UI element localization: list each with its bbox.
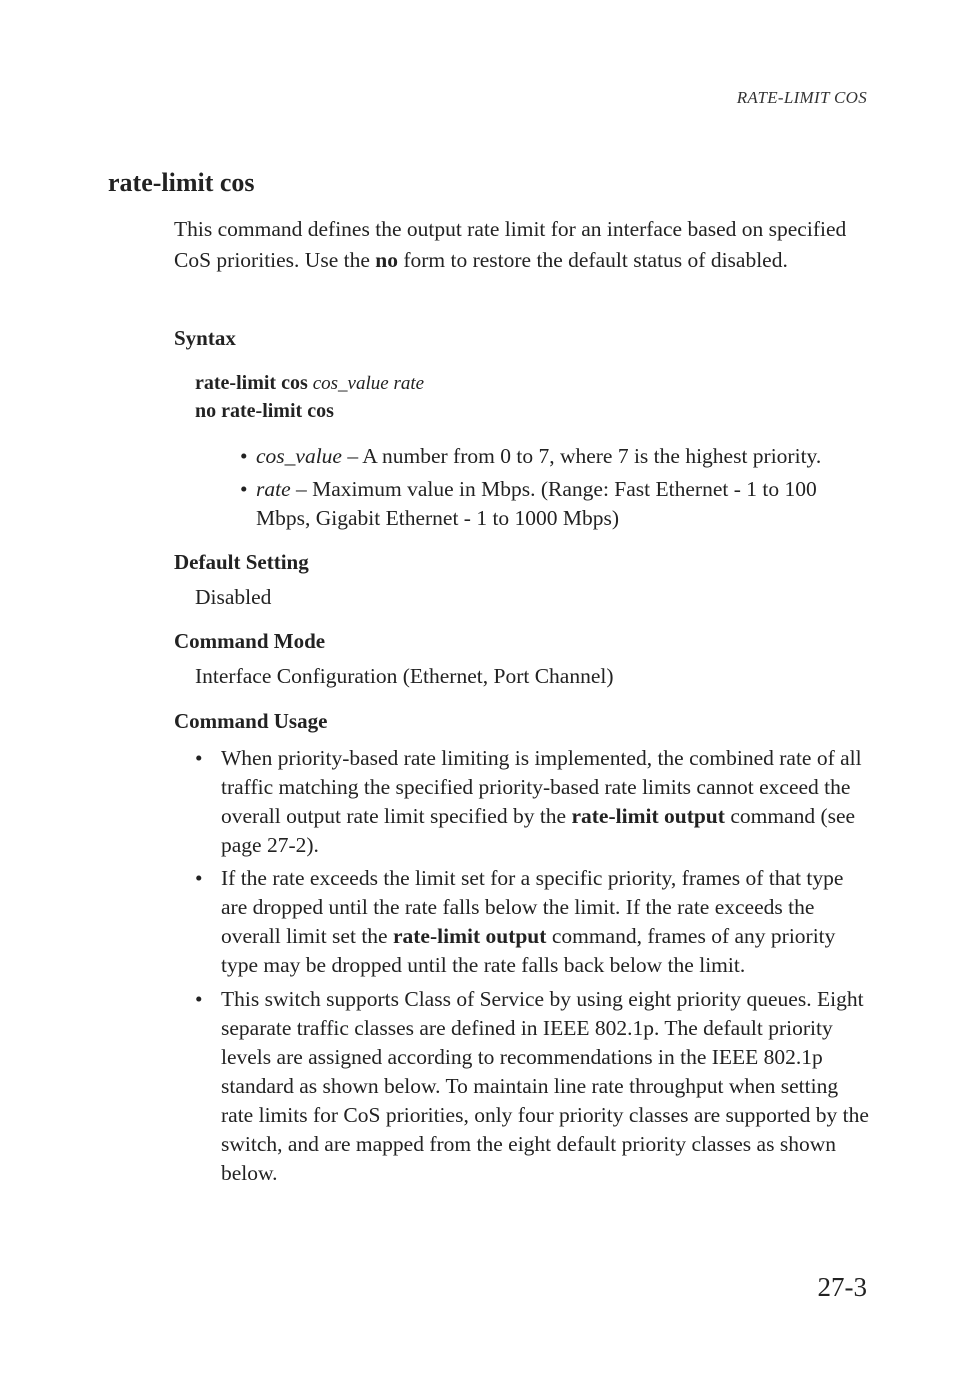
bullet-icon: • <box>195 866 203 890</box>
command-mode-heading: Command Mode <box>174 629 326 653</box>
page-title: rate-limit cos <box>108 168 255 197</box>
syntax-no-command: no rate-limit cos <box>195 400 334 422</box>
usage-text-before: This switch supports Class of Service by using eight priority queues. Eight separate traffic classes are defined in IEEE 802.1p. The default priority levels are assigned according to recommendations in the IEEE 802.1p standard as shown below. To maintain line rate throughput when setting rate limits for CoS priorities, only four priority classes are supported by the switch, and are mapped from the eight default priority classes as shown below. <box>221 987 869 1185</box>
param-desc: – A number from 0 to 7, where 7 is the highest priority. <box>341 444 822 468</box>
usage-item <box>195 744 875 860</box>
intro-text-bold: no <box>375 248 398 272</box>
intro-text-after: form to restore the default status of disabled. <box>397 248 788 272</box>
syntax-heading: Syntax <box>174 326 236 350</box>
usage-item <box>195 864 875 980</box>
bullet-icon: • <box>240 477 248 501</box>
usage-item <box>195 985 875 1188</box>
param-desc: – Maximum value in Mbps. (Range: Fast Ethernet - 1 to 100 Mbps, Gigabit Ethernet - 1 to 1000 Mbps) <box>256 477 817 530</box>
usage-text-before: If the rate exceeds the limit set for a specific priority, frames of that type are dropped until the rate falls below the limit. If the rate exceeds the overall limit set the <box>221 866 844 948</box>
usage-text-bold: rate-limit output <box>392 924 547 948</box>
bullet-icon: • <box>195 987 203 1011</box>
param-item-cos-value <box>240 442 870 471</box>
param-name: rate <box>256 477 291 501</box>
syntax-command: rate-limit cos <box>195 372 308 394</box>
usage-text-after: command, frames of any priority type may be dropped until the rate falls back below the limit. <box>221 924 836 977</box>
usage-text-after: command (see page 27-2). <box>221 804 856 857</box>
param-name: cos_value <box>256 444 342 468</box>
page-number: 27-3 <box>817 1272 867 1302</box>
syntax-line-2 <box>195 400 334 423</box>
usage-text-bold: rate-limit output <box>571 804 725 828</box>
default-setting-heading: Default Setting <box>174 550 309 574</box>
default-setting-value: Disabled <box>195 585 272 609</box>
intro-paragraph <box>174 214 864 276</box>
command-usage-heading: Command Usage <box>174 709 328 733</box>
bullet-icon: • <box>195 746 203 770</box>
syntax-line-1 <box>195 372 424 395</box>
running-head: RATE-LIMIT COS <box>736 88 867 107</box>
intro-text-before: This command defines the output rate limit for an interface based on specified CoS priorities. Use the <box>174 217 847 272</box>
syntax-arguments: cos_value rate <box>312 373 425 394</box>
param-item-rate <box>240 475 870 533</box>
bullet-icon: • <box>240 444 248 468</box>
usage-text-before: When priority-based rate limiting is implemented, the combined rate of all traffic matching the specified priority-based rate limits cannot exceed the overall output rate limit specified by the <box>221 746 862 828</box>
command-mode-value: Interface Configuration (Ethernet, Port Channel) <box>195 664 614 688</box>
